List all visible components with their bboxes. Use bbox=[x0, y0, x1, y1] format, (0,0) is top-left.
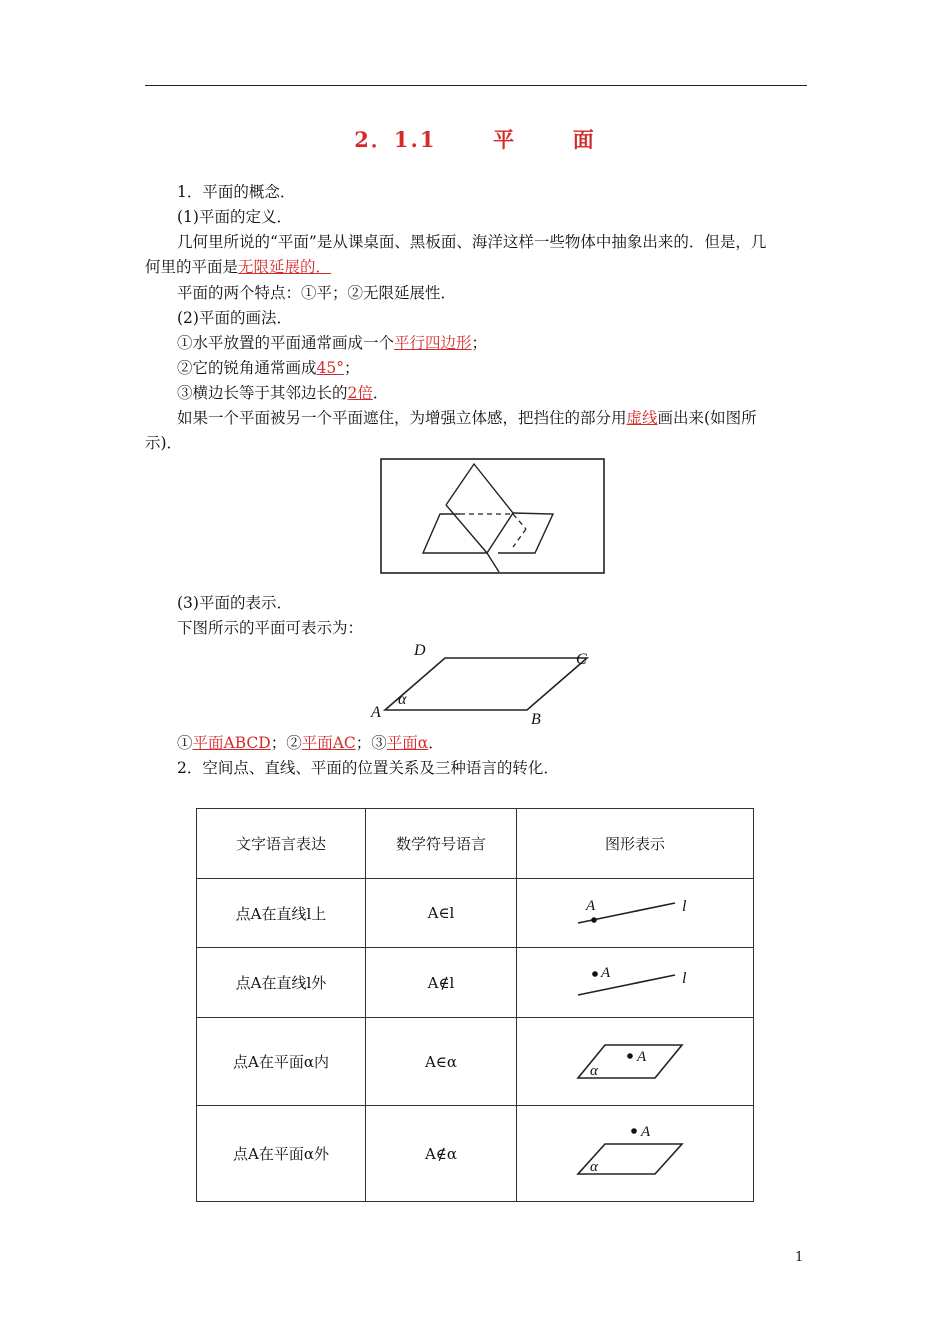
title-number: 2．1.1 bbox=[354, 127, 437, 152]
row-symbol: A∉l bbox=[366, 948, 517, 1018]
sub-heading-representation: (3)平面的表示． bbox=[177, 594, 292, 612]
relationship-table bbox=[196, 808, 754, 1202]
header-symbol-language: 数学符号语言 bbox=[366, 809, 517, 879]
representation-answers bbox=[145, 731, 839, 755]
point-label: A bbox=[586, 898, 596, 914]
point-on-line-figure bbox=[575, 891, 695, 931]
answer-plane-word: 平面 bbox=[301, 734, 333, 752]
circle-1: ① bbox=[177, 734, 193, 752]
row-text: 点A在平面α外 bbox=[197, 1106, 366, 1202]
row-figure bbox=[517, 948, 754, 1018]
answer-plane-abcd: 平面ABCD bbox=[192, 734, 271, 752]
point-label: A bbox=[601, 964, 611, 981]
sub-heading-definition: (1)平面的定义． bbox=[177, 208, 292, 226]
header-rule bbox=[145, 85, 807, 86]
drawing-rule-3 bbox=[145, 381, 839, 405]
header-figure: 图形表示 bbox=[517, 809, 754, 879]
point-outside-plane-figure bbox=[575, 1122, 695, 1182]
table-header-row bbox=[197, 809, 754, 879]
line-label: l bbox=[682, 969, 687, 987]
answer-plane-alpha: 平面α bbox=[386, 734, 429, 752]
row-figure bbox=[517, 879, 754, 948]
intersecting-planes-figure bbox=[380, 458, 606, 576]
representation-intro: 下图所示的平面可表示为： bbox=[177, 619, 364, 637]
plane-label-alpha: α bbox=[398, 691, 407, 708]
separator-2: ；② bbox=[270, 734, 302, 752]
row-symbol: A∈l bbox=[366, 879, 517, 948]
answer-twice: 2倍 bbox=[347, 384, 373, 402]
header-text-language: 文字语言表达 bbox=[197, 809, 366, 879]
drawing-rule-1-end: ； bbox=[471, 334, 488, 352]
title-word-b: 面 bbox=[572, 127, 596, 152]
answer-ac: AC bbox=[332, 734, 356, 752]
vertex-label-b: B bbox=[531, 711, 541, 728]
row-text: 点A在直线l外 bbox=[197, 948, 366, 1018]
plane-label: α bbox=[590, 1158, 598, 1175]
vertex-label-a: A bbox=[371, 704, 381, 721]
answer-infinite-extension: 无限延展的． bbox=[238, 258, 332, 276]
section1-heading: 1．平面的概念． bbox=[177, 183, 296, 201]
drawing-rule-2-end: ； bbox=[344, 359, 360, 377]
hidden-part-text-end: 画出来(如图所 bbox=[657, 409, 757, 427]
definition-line-1: 几何里所说的“平面”是从课桌面、黑板面、海洋这样一些物体中抽象出来的．但是，几 bbox=[177, 233, 767, 251]
hidden-part-line-2: 示)． bbox=[145, 434, 183, 452]
definition-line-2 bbox=[145, 255, 807, 279]
answer-parallelogram: 平行四边形 bbox=[394, 334, 472, 352]
row-figure bbox=[517, 1018, 754, 1106]
drawing-rule-3-end: ． bbox=[372, 384, 389, 402]
sub-heading-drawing: (2)平面的画法． bbox=[177, 309, 292, 327]
table-row bbox=[197, 1018, 754, 1106]
parallelogram-abcd-figure bbox=[365, 638, 595, 730]
page-number: 1 bbox=[795, 1250, 804, 1265]
hidden-part-line-1 bbox=[145, 406, 839, 430]
row-symbol: A∈α bbox=[366, 1018, 517, 1106]
answer-45-degrees: 45° bbox=[316, 359, 344, 377]
table-row bbox=[197, 879, 754, 948]
page-title bbox=[0, 124, 950, 154]
hidden-part-text: 如果一个平面被另一个平面遮住，为增强立体感，把挡住的部分用 bbox=[177, 409, 627, 427]
table-row bbox=[197, 1106, 754, 1202]
table-row bbox=[197, 948, 754, 1018]
drawing-rule-2 bbox=[145, 356, 839, 380]
separator-3: ；③ bbox=[355, 734, 387, 752]
row-text: 点A在平面α内 bbox=[197, 1018, 366, 1106]
point-label: A bbox=[637, 1048, 647, 1065]
row-symbol: A∉α bbox=[366, 1106, 517, 1202]
line-label: l bbox=[682, 898, 687, 915]
plane-label: α bbox=[590, 1062, 598, 1079]
row-text: 点A在直线l上 bbox=[197, 879, 366, 948]
point-in-plane-figure bbox=[575, 1035, 695, 1085]
drawing-rule-3-text: ③横边长等于其邻边长的 bbox=[177, 384, 348, 402]
section2-heading: 2．空间点、直线、平面的位置关系及三种语言的转化． bbox=[177, 759, 559, 777]
drawing-rule-2-text: ②它的锐角通常画成 bbox=[177, 359, 317, 377]
vertex-label-d: D bbox=[414, 642, 426, 659]
vertex-label-c: C bbox=[576, 651, 587, 668]
point-off-line-figure bbox=[575, 961, 695, 1001]
definition-prefix: 何里的平面是 bbox=[145, 258, 239, 276]
row-figure bbox=[517, 1106, 754, 1202]
representation-end: ． bbox=[428, 734, 444, 752]
features-line: 平面的两个特点：①平；②无限延展性． bbox=[177, 284, 457, 302]
drawing-rule-1 bbox=[145, 331, 839, 355]
title-word-a: 平 bbox=[493, 127, 517, 152]
point-label: A bbox=[641, 1123, 651, 1140]
answer-dashed-line: 虚线 bbox=[626, 409, 658, 427]
drawing-rule-1-text: ①水平放置的平面通常画成一个 bbox=[177, 334, 395, 352]
